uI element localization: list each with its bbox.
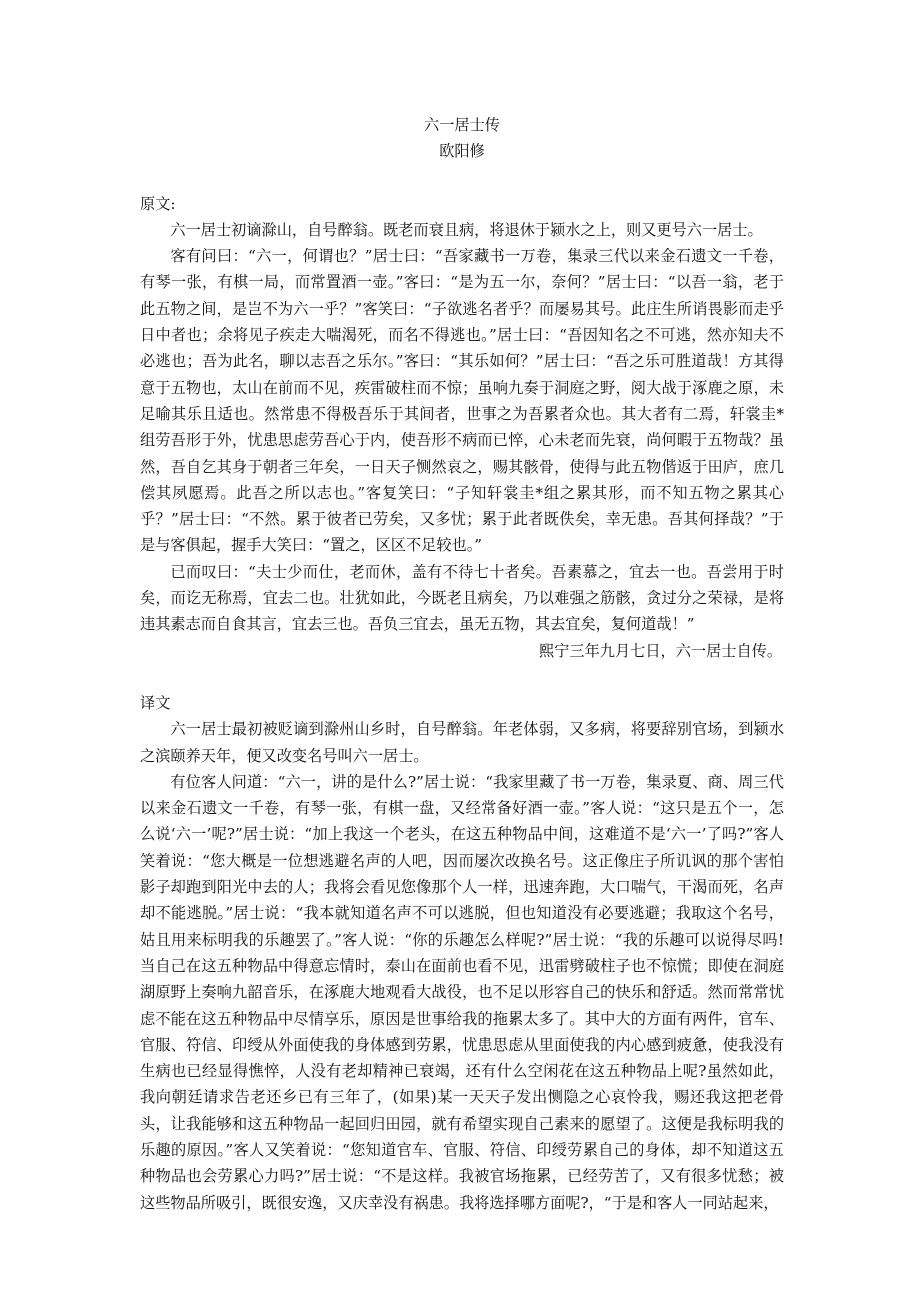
original-paragraph-3: 已而叹曰：“夫士少而仕，老而休，盖有不待七十者矣。吾素慕之，宜去一也。吾尝用于时矣，而讫无称焉，宜去二也。壮犹如此，今既老且病矣，乃以难强之筋骸，贪过分之荣禄，是将违其素志而自食其言，宜去三也。吾负三宜去，虽无五物，其去宜矣，复何道哉！”: [140, 562, 784, 634]
original-paragraph-2: 客有问曰：“六一，何谓也？”居士曰：“吾家藏书一万卷，集录三代以来金石遗文一千卷，有琴一张，有棋一局，而常置酒一壶。”客曰：“是为五一尔，奈何？”居士曰：“以吾一翁，老于此五物之间，是岂不为六一乎？”客笑曰：“子欲逃名者乎？而屡易其号。此庄生所诮畏影而走乎日中者也；余将见子疾走大喘渴死，而名不得逃也。”居士曰：“吾因知名之不可逃，然亦知夫不必逃也；吾为此名，聊以志吾之乐尔。”客曰：“其乐如何？”居士曰：“吾之乐可胜道哉！方其得意于五物也，太山在前而不见，疾雷破柱而不惊；虽响九奏于洞庭之野，阅大战于涿鹿之原，未足喻其乐且适也。然常患不得极吾乐于其间者，世事之为吾累者众也。其大者有二焉，轩裳圭*组劳吾形于外，忧患思虑劳吾心于内，使吾形不病而已悴，心未老而先衰，尚何暇于五物哉？虽然，吾自乞其身于朝者三年矣，一日天子恻然哀之，赐其骸骨，使得与此五物偕返于田庐，庶几偿其夙愿焉。此吾之所以志也。”客复笑曰：“子知轩裳圭*组之累其形，而不知五物之累其心乎？”居士曰：“不然。累于彼者已劳矣，又多忧；累于此者既佚矣，幸无患。吾其何择哉？”于是与客俱起，握手大笑曰：“置之，区区不足较也。”: [140, 247, 784, 555]
original-heading: 原文:: [140, 194, 176, 213]
translation-paragraph-2: 有位客人问道：“六一，讲的是什么?”居士说：“我家里藏了书一万卷，集录夏、商、周三代以来金石遗文一千卷，有琴一张，有棋一盘，又经常备好酒一壶。”客人说：“这只是五个一，怎么说‘六一’呢?”居士说：“加上我这一个老头，在这五种物品中间，这难道不是‘六一’了吗?”客人笑着说：“您大概是一位想逃避名声的人吧，因而屡次改换名号。这正像庄子所讥讽的那个害怕影子却跑到阳光中去的人；我将会看见您像那个人一样，迅速奔跑，大口喘气，干渴而死，名声却不能逃脱。”居士说：“我本就知道名声不可以逃脱，但也知道没有必要逃避；我取这个名号，姑且用来标明我的乐趣罢了。”客人说：“你的乐趣怎么样呢?”居士说：“我的乐趣可以说得尽吗!当自己在这五种物品中得意忘情时，泰山在面前也看不见，迅雷劈破柱子也不惊慌；即使在洞庭湖原野上奏响九韶音乐，在涿鹿大地观看大战役，也不足以形容自己的快乐和舒适。然而常常忧虑不能在这五种物品中尽情享乐，原因是世事给我的拖累太多了。其中大的方面有两件，官车、官服、符信、印绶从外面使我的身体感到劳累，忧患思虑从里面使我的内心感到疲惫，使我没有生病也已经显得憔悴，人没有老却精神已衰竭，还有什么空闲花在这五种物品上呢?虽然如此，我向朝廷请求告老还乡已有三年了，(如果)某一天天子发出恻隐之心哀怜我，赐还我这把老骨头，让我能够和这五种物品一起回归田园，就有希望实现自己素来的愿望了。这便是我标明我的乐趣的原因。”客人又笑着说：“您知道官车、官服、符信、印绶劳累自己的身体，却不知道这五种物品也会劳累心力吗?”居士说：“不是这样。我被官场拖累，已经劳苦了，又有很多忧愁；被这些物品所吸引，既很安逸，又庆幸没有祸患。我将选择哪方面呢?，“于是和客人一同站起来，: [140, 772, 784, 1212]
original-paragraph-1: 六一居士初谪滁山，自号醉翁。既老而衰且病，将退休于颍水之上，则又更号六一居士。: [170, 220, 763, 239]
translation-paragraph-1: 六一居士最初被贬谪到滁州山乡时，自号醉翁。年老体弱，又多病，将要辞别官场，到颍水之滨颐养天年，便又改变名号叫六一居士。: [140, 720, 784, 765]
original-signature: 熙宁三年九月七日，六一居士自传。: [539, 641, 782, 660]
translation-heading: 译文: [140, 693, 171, 712]
document-page: [140, 112, 784, 1216]
document-author: 欧阳修: [439, 142, 485, 161]
section-gap: [140, 664, 784, 690]
document-title: 六一居士传: [424, 116, 500, 134]
